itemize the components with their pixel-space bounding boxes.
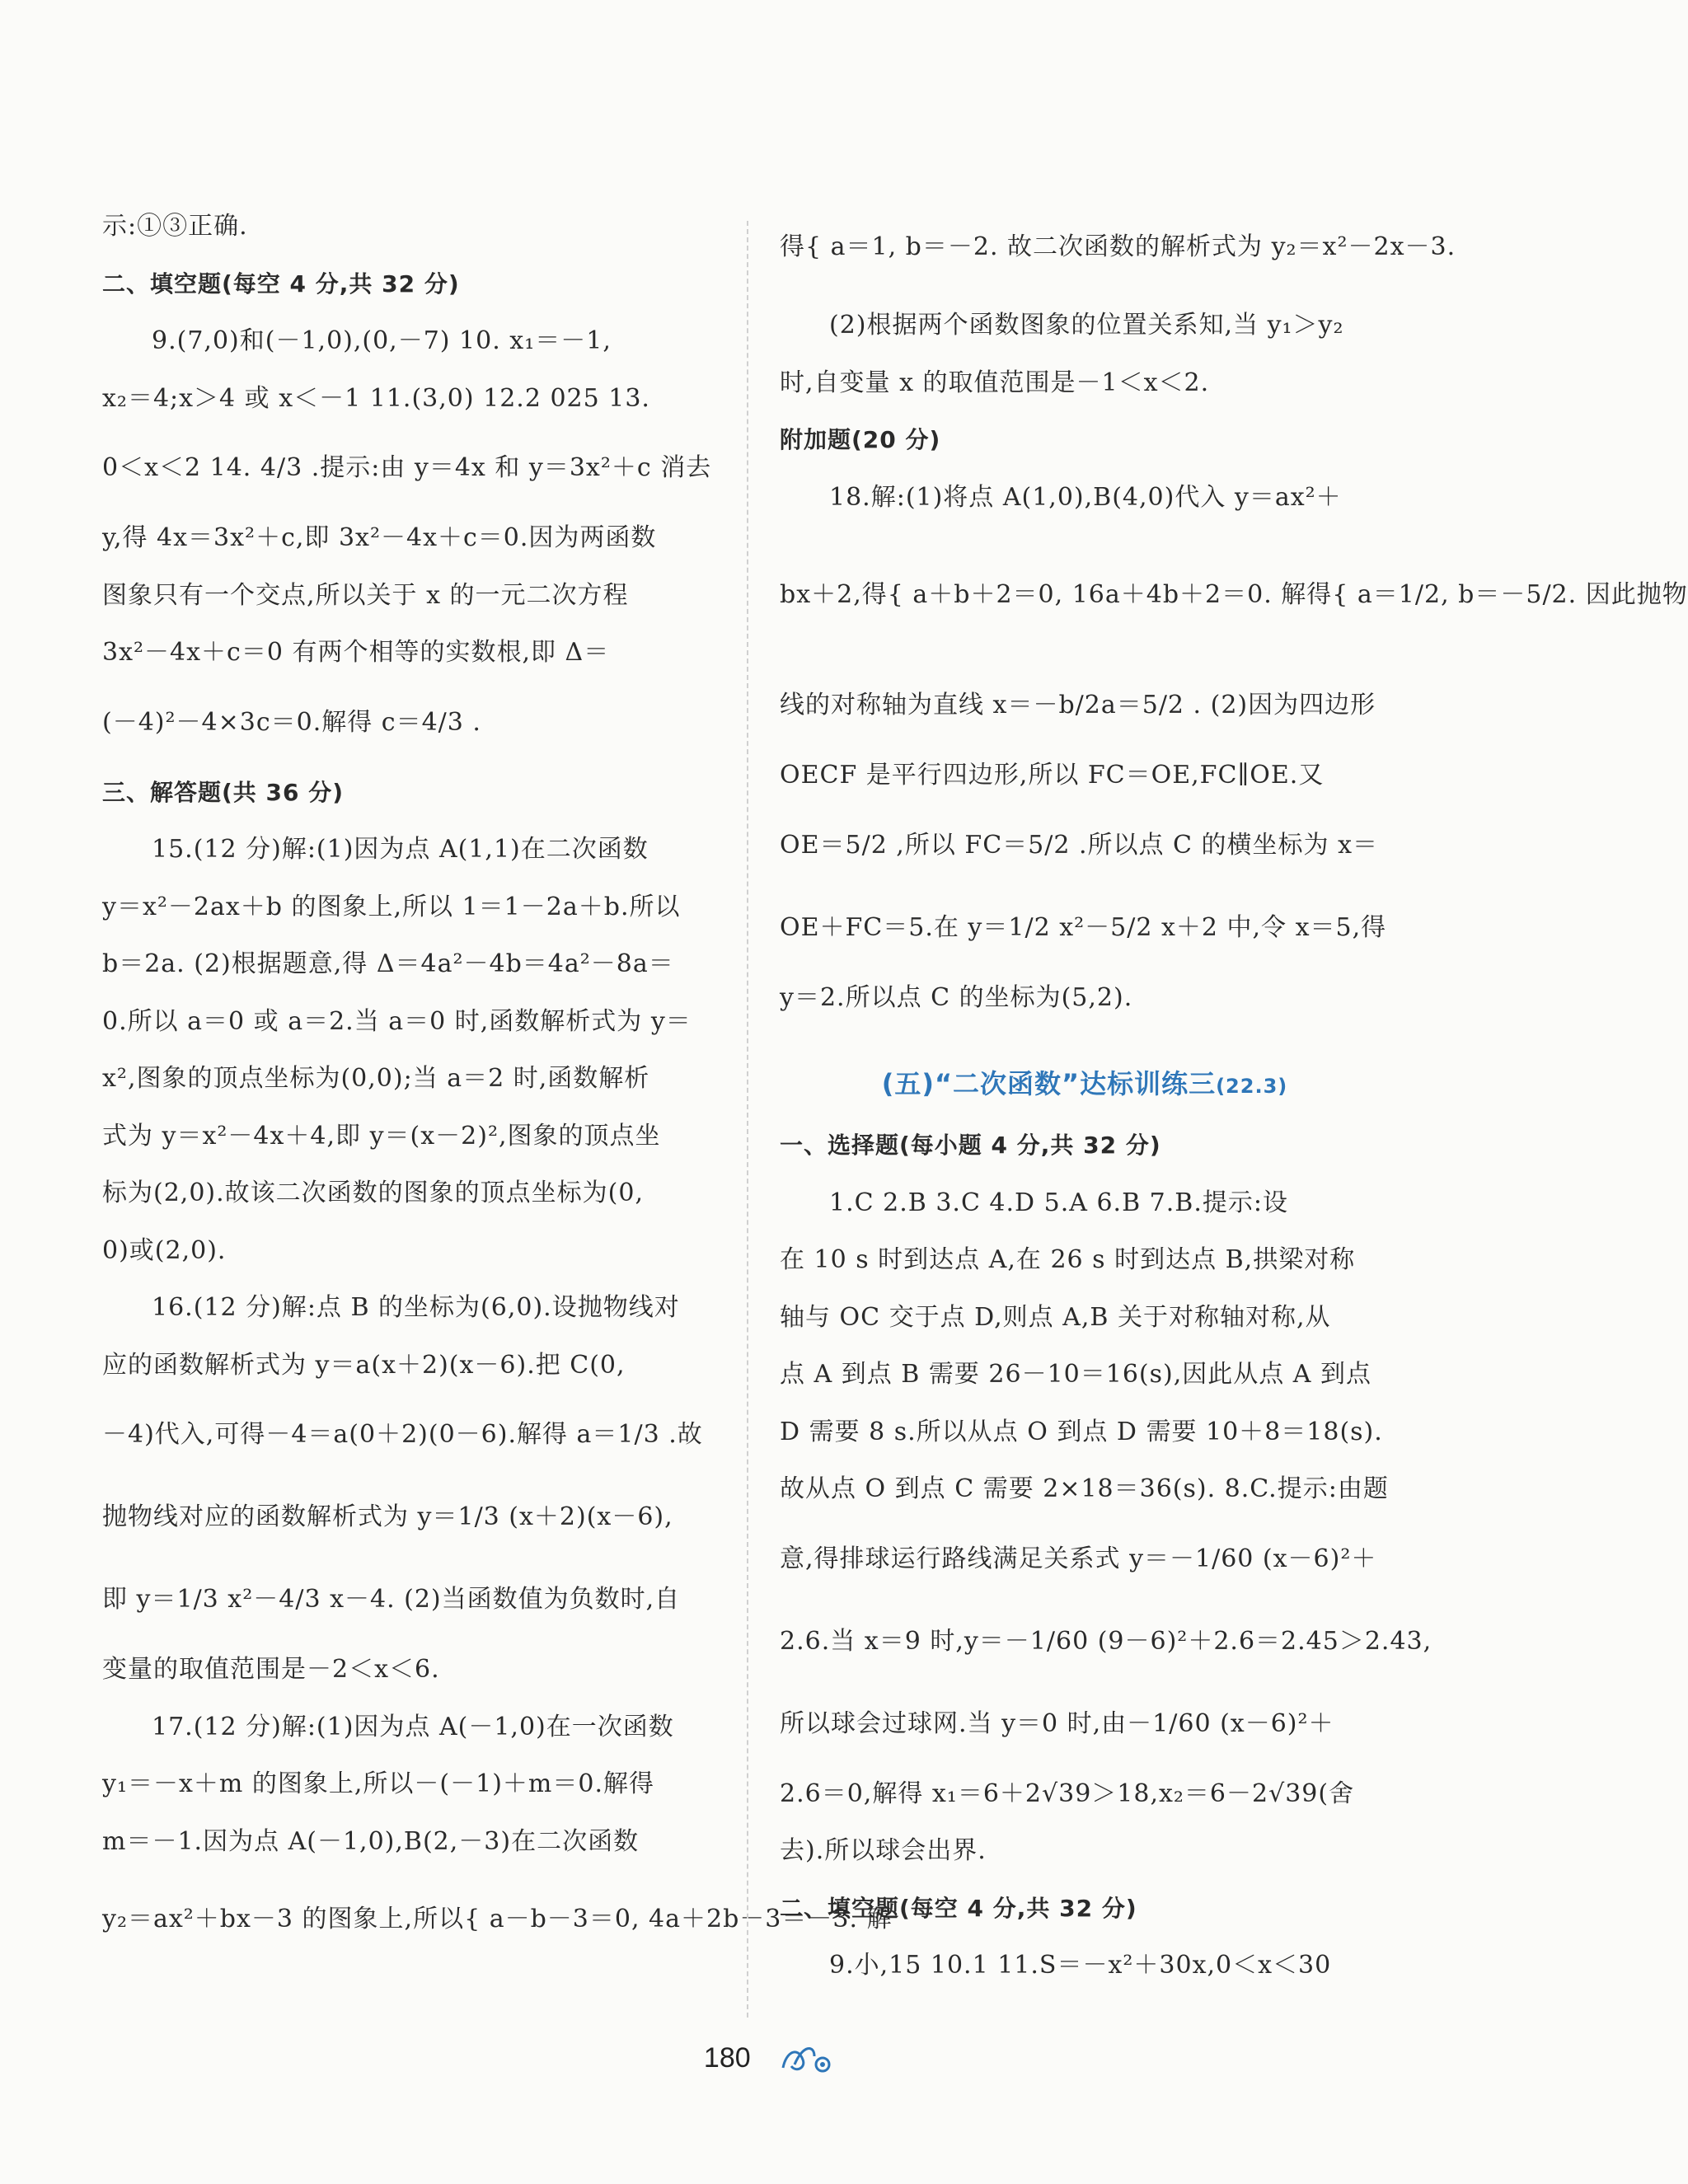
formula-line: 所以球会过球网.当 y＝0 时,由－1/60 (x－6)²＋ (780, 1708, 1334, 1738)
text-line: 变量的取值范围是－2＜x＜6. (102, 1655, 440, 1684)
text-line: x₂＝4;x＞4 或 x＜－1 11.(3,0) 12.2 025 13. (102, 383, 650, 413)
column-divider (747, 221, 748, 2018)
text-line: 图象只有一个交点,所以关于 x 的一元二次方程 (102, 580, 629, 610)
text-line: b＝2a. (2)根据题意,得 Δ＝4a²－4b＝4a²－8a＝ (102, 949, 674, 978)
text-line: OECF 是平行四边形,所以 FC＝OE,FC∥OE.又 (780, 761, 1325, 790)
section-title (780, 1026, 1390, 1117)
section-title-tag: (22.3) (1216, 1075, 1288, 1098)
paragraph-start: 15.(12 分)解:(1)因为点 A(1,1)在二次函数 (152, 835, 649, 864)
text-line: y₁＝－x＋m 的图象上,所以－(－1)＋m＝0.解得 (102, 1769, 654, 1798)
formula-line: 2.6.当 x＝9 时,y＝－1/60 (9－6)²＋2.6＝2.45＞2.43, (780, 1626, 1432, 1656)
section-heading: 三、解答题(共 36 分) (102, 778, 345, 806)
text-line: 时,自变量 x 的取值范围是－1＜x＜2. (780, 368, 1210, 397)
text-line: 标为(2,0).故该二次函数的图象的顶点坐标为(0, (102, 1179, 644, 1207)
page-footer (0, 2040, 1540, 2076)
paragraph-start: (2)根据两个函数图象的位置关系知,当 y₁＞y₂ (829, 311, 1344, 340)
text-line: 去).所以球会出界. (780, 1836, 987, 1865)
formula-line: 意,得排球运行路线满足关系式 y＝－1/60 (x－6)²＋ (780, 1544, 1377, 1573)
swirl-logo-icon (778, 2040, 836, 2076)
paragraph-start: 18.解:(1)将点 A(1,0),B(4,0)代入 y＝ax²＋ (829, 482, 1342, 512)
text-line: 式为 y＝x²－4x＋4,即 y＝(x－2)²,图象的顶点坐 (102, 1121, 661, 1151)
text-line: 故从点 O 到点 C 需要 2×18＝36(s). 8.C.提示:由题 (780, 1474, 1389, 1503)
equation-system-line: 得{ a＝1, b＝－2. 故二次函数的解析式为 y₂＝x²－2x－3. (780, 232, 1456, 261)
section-heading: 二、填空题(每空 4 分,共 32 分) (102, 269, 460, 298)
text-line: 点 A 到点 B 需要 26－10＝16(s),因此从点 A 到点 (780, 1360, 1372, 1389)
section-title-text: (五)“二次函数”达标训练三 (881, 1068, 1217, 1099)
formula-line: 0＜x＜2 14. 4/3 .提示:由 y＝4x 和 y＝3x²＋c 消去 (102, 453, 712, 482)
page-number: 180 (703, 2041, 751, 2074)
equation-system-line: y₂＝ax²＋bx－3 的图象上,所以{ a－b－3＝0, 4a＋2b－3＝－3. 解 (102, 1905, 893, 1933)
section-heading: 附加题(20 分) (780, 426, 941, 453)
paragraph-start: 9.(7,0)和(－1,0),(0,－7) 10. x₁＝－1, (152, 326, 612, 355)
text-line: y＝x²－2ax＋b 的图象上,所以 1＝1－2a＋b.所以 (102, 892, 681, 921)
right-column (780, 198, 1688, 1994)
text-line: y,得 4x＝3x²＋c,即 3x²－4x＋c＝0.因为两函数 (102, 523, 657, 552)
formula-line: 抛物线对应的函数解析式为 y＝1/3 (x＋2)(x－6), (102, 1502, 673, 1531)
formula-line: －4)代入,可得－4＝a(0＋2)(0－6).解得 a＝1/3 .故 (102, 1420, 703, 1449)
formula-line: 线的对称轴为直线 x＝－b/2a＝5/2 . (2)因为四边形 (780, 691, 1376, 719)
text-line: 轴与 OC 交于点 D,则点 A,B 关于对称轴对称,从 (780, 1302, 1331, 1332)
paragraph-start: 1.C 2.B 3.C 4.D 5.A 6.B 7.B.提示:设 (829, 1188, 1288, 1217)
formula-line: (－4)²－4×3c＝0.解得 c＝4/3 . (102, 707, 481, 737)
text-line: 2.6＝0,解得 x₁＝6＋2√39＞18,x₂＝6－2√39(舍 (780, 1779, 1355, 1808)
text-line: 0.所以 a＝0 或 a＝2.当 a＝0 时,函数解析式为 y＝ (102, 1006, 692, 1036)
text-line: y＝2.所以点 C 的坐标为(5,2). (780, 982, 1133, 1012)
text-line: 3x²－4x＋c＝0 有两个相等的实数根,即 Δ＝ (102, 638, 610, 667)
formula-line: 即 y＝1/3 x²－4/3 x－4. (2)当函数值为负数时,自 (102, 1585, 681, 1614)
text-line: D 需要 8 s.所以从点 O 到点 D 需要 10＋8＝18(s). (780, 1417, 1383, 1446)
text-line: 示:①③正确. (102, 212, 248, 241)
paragraph-start: 9.小,15 10.1 11.S＝－x²＋30x,0＜x＜30 (829, 1951, 1332, 1980)
equation-system-line: bx＋2,得{ a＋b＋2＝0, 16a＋4b＋2＝0. 解得{ a＝1/2, b＝－5/2. 因此抛物 (780, 580, 1688, 609)
text-line: x²,图象的顶点坐标为(0,0);当 a＝2 时,函数解析 (102, 1064, 650, 1093)
section-heading: 二、填空题(每空 4 分,共 32 分) (780, 1894, 1137, 1922)
text-line: m＝－1.因为点 A(－1,0),B(2,－3)在二次函数 (102, 1826, 640, 1856)
formula-line: OE＋FC＝5.在 y＝1/2 x²－5/2 x＋2 中,令 x＝5,得 (780, 912, 1387, 942)
text-line: 0)或(2,0). (102, 1235, 227, 1265)
paragraph-start: 17.(12 分)解:(1)因为点 A(－1,0)在一次函数 (152, 1712, 674, 1741)
formula-line: OE＝5/2 ,所以 FC＝5/2 .所以点 C 的横坐标为 x＝ (780, 830, 1378, 860)
section-heading: 一、选择题(每小题 4 分,共 32 分) (780, 1132, 1161, 1159)
text-line: 应的函数解析式为 y＝a(x＋2)(x－6).把 C(0, (102, 1350, 626, 1380)
paragraph-start: 16.(12 分)解:点 B 的坐标为(6,0).设抛物线对 (152, 1293, 680, 1322)
text-line: 在 10 s 时到达点 A,在 26 s 时到达点 B,拱梁对称 (780, 1245, 1356, 1274)
